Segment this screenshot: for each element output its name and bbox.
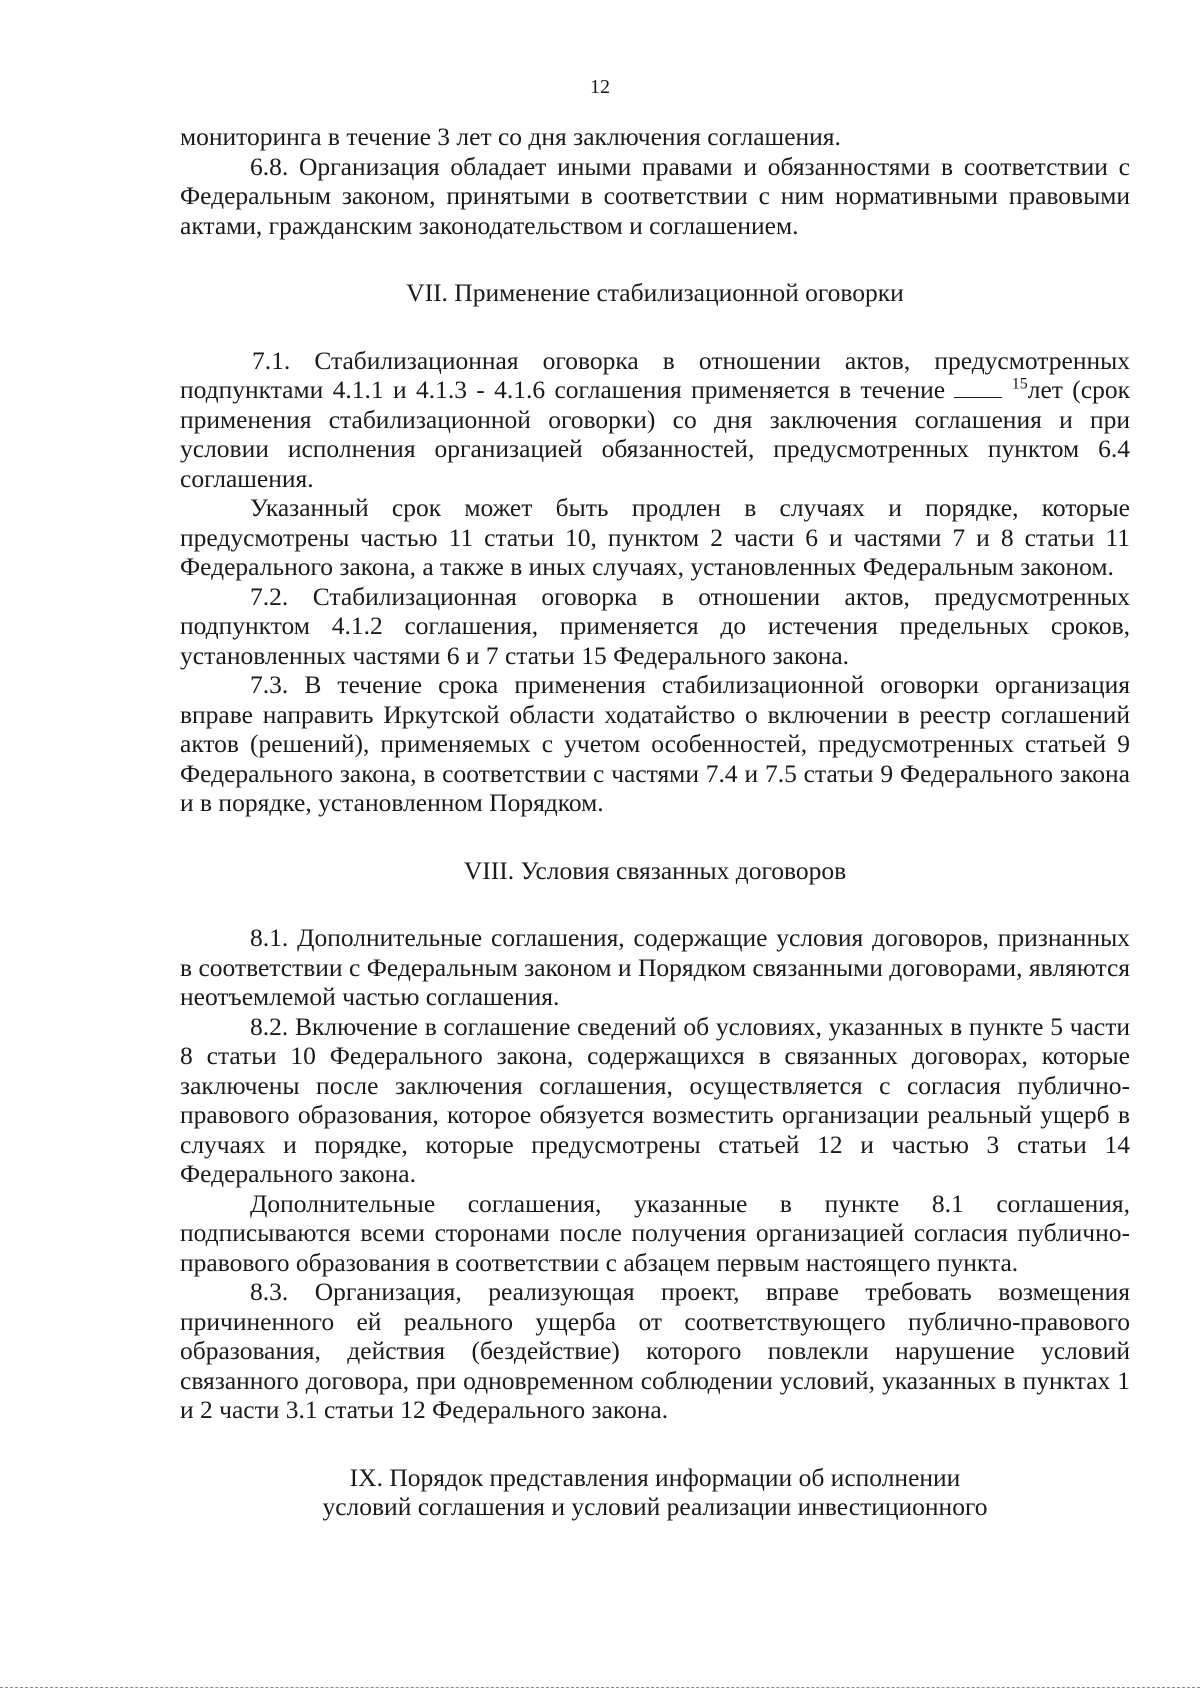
document-body [180, 122, 1130, 1522]
section-heading-7: VII. Применение стабилизационной оговорки [406, 278, 904, 307]
paragraph-6-7-continuation: мониторинга в течение 3 лет со дня заключения соглашения. [180, 122, 841, 151]
paragraph-8-1: 8.1. Дополнительные соглашения, содержащие условия договоров, признанных в соответствии с Федеральным законом и Порядком связанными договорами, являются неотъемлемой частью соглашения. [180, 923, 1130, 1011]
paragraph-7-1-part-b: лет (срок применения стабилизационной оговорки) со дня заключения соглашения и при условии исполнения организацией обязанностей, предусмотренных пунктом 6.4 соглашения. [180, 375, 1130, 493]
section-heading-9-line-1: IX. Порядок представления информации об исполнении [349, 1462, 961, 1492]
spacer [180, 240, 1130, 278]
page-number: 12 [590, 76, 610, 98]
spacer [180, 308, 1130, 346]
blank-underline [954, 396, 1002, 398]
paragraph-8-2-second: Дополнительные соглашения, указанные в пункте 8.1 соглашения, подписываются всеми сторонами после получения организацией согласия публично-правового образования в соответствии с абзацем первым настоящего пункта. [180, 1188, 1130, 1277]
spacer [180, 1425, 1130, 1463]
paragraph-7-1-extension: Указанный срок может быть продлен в случаях и порядке, которые предусмотрены частью 11 статьи 10, пунктом 2 части 6 и частями 7 и 8 статьи 11 Федерального закона, а также в иных случаях, установленных Федеральным законом. [180, 493, 1130, 581]
paragraph-8-2: 8.2. Включение в соглашение сведений об условиях, указанных в пункте 5 части 8 статьи 10 Федерального закона, содержащихся в связанных договорах, которые заключены после заключения соглашения, осуществляется с согласия публично-правового образования, которое обязуется возместить организации реальный ущерб в случаях и порядке, которые предусмотрены статьей 12 и частью 3 статьи 14 Федерального закона. [180, 1011, 1130, 1188]
paragraph-7-2: 7.2. Стабилизационная оговорка в отношении актов, предусмотренных подпунктом 4.1.2 соглашения, применяется до истечения предельных сроков, установленных частями 6 и 7 статьи 15 Федерального закона. [180, 581, 1130, 670]
spacer [180, 885, 1130, 923]
paragraph-7-3: 7.3. В течение срока применения стабилизационной оговорки организация вправе направить Иркутской области ходатайство о включении в реестр соглашений актов (решений), применяемых с учетом особенностей, предусмотренных статьей 9 Федерального закона, в соответствии с частями 7.4 и 7.5 статьи 9 Федерального закона и в порядке, установленном Порядком. [180, 670, 1130, 817]
paragraph-7-1 [180, 346, 1130, 494]
spacer [180, 818, 1130, 856]
section-heading-8: VIII. Условия связанных договоров [463, 855, 847, 885]
section-heading-9-line-2: условий соглашения и условий реализации инвестиционного [322, 1492, 988, 1521]
footnote-ref: 15 [1011, 375, 1028, 393]
paragraph-7-1-part-a: 7.1. Стабилизационная оговорка в отношении актов, предусмотренных подпунктами 4.1.1 и 4.1.3 - 4.1.6 соглашения применяется в течение [180, 345, 1130, 404]
page-bottom-edge [0, 1687, 1200, 1688]
paragraph-8-3: 8.3. Организация, реализующая проект, вправе требовать возмещения причиненного ей реального ущерба от соответствующего публично-правового образования, действия (бездействие) которого повлекли нарушение условий связанного договора, при одновременном соблюдении условий, указанных в пунктах 1 и 2 части 3.1 статьи 12 Федерального закона. [180, 1277, 1130, 1424]
paragraph-6-8: 6.8. Организация обладает иными правами и обязанностями в соответствии с Федеральным законом, принятыми в соответствии с ним нормативными правовыми актами, гражданским законодательством и соглашением. [180, 151, 1130, 240]
